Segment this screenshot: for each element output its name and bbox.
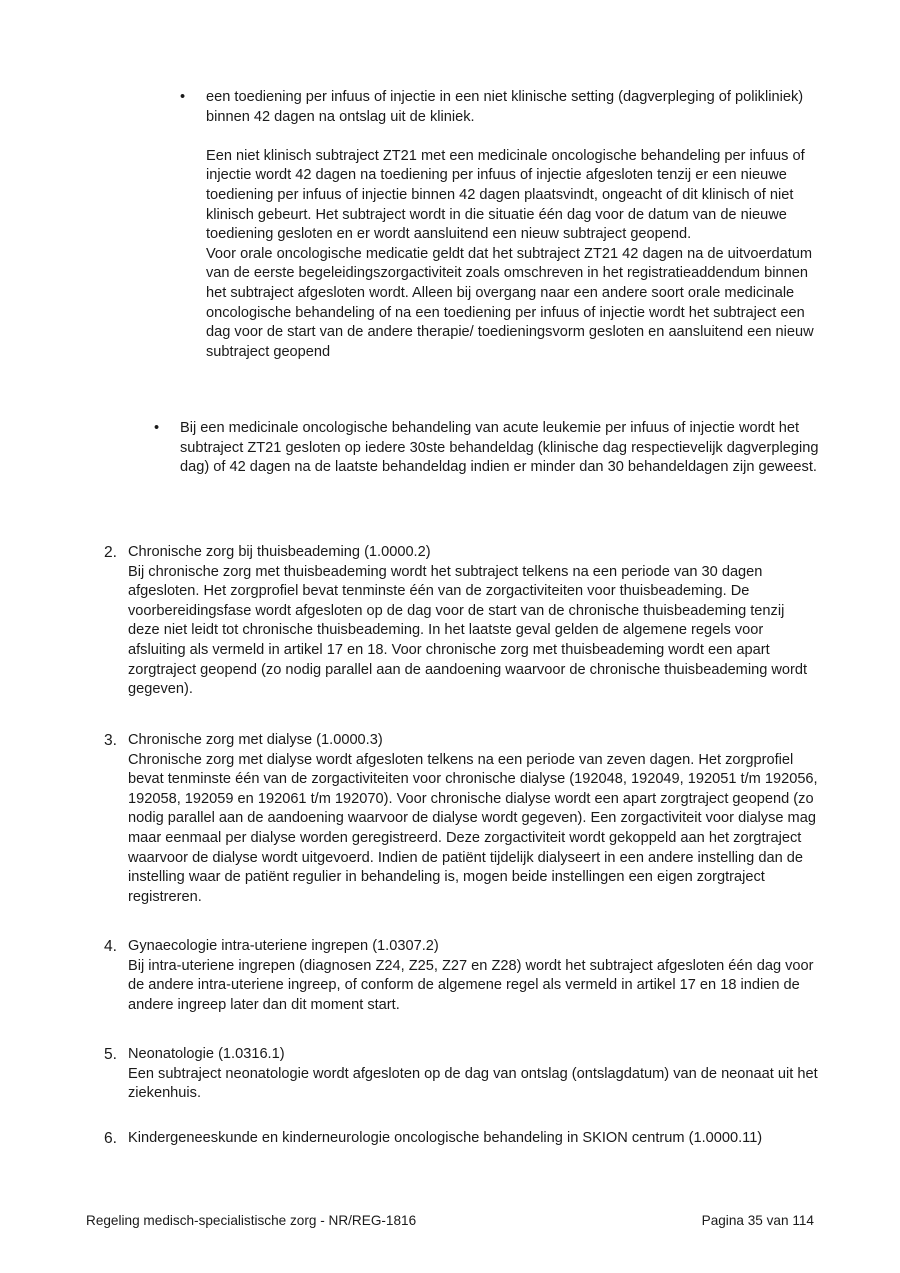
numbered-item-kindergeneeskunde [104, 1129, 820, 1149]
numbered-item-thuisbeademing [104, 543, 820, 700]
item-title: Chronische zorg bij thuisbeademing (1.0000.2) [128, 544, 431, 560]
bullet-marker: • [180, 89, 186, 105]
numbered-item-neonatologie [104, 1045, 820, 1104]
bullet-text: Bij een medicinale oncologische behandeling van acute leukemie per infuus of injectie wordt het subtraject ZT21 gesloten op iedere 30ste behandeldag (klinische dag respectievelijk dagverpleging dag) of 42 dagen na de laatste behandeldag indien er minder dan 30 behandeldagen zijn geweest. [180, 420, 819, 476]
sub-bullet-infuus [180, 88, 820, 362]
item-body: Chronische zorg met dialyse wordt afgesloten telkens na een periode van zeven dagen. Het zorgprofiel bevat tenminste één van de zorgactiviteiten voor chronische dialyse (192048, 192049, 192051 t/m 192056, 192058, 192059 en 192061 t/m 192070). Voor chronische dialyse wordt een apart zorgtraject geopend (zo nodig parallel aan de aandoening waarvoor de dialyse wordt gegeven). Een zorgactiviteit voor dialyse mag maar eenmaal per dialyse worden geregistreerd. Deze zorgactiviteit wordt gekoppeld aan het zorgtraject waarvoor de dialyse wordt uitgevoerd. Indien de patiënt tijdelijk dialyseert in een andere instelling dan de instelling waar de patiënt regulier in behandeling is, mogen beide instellingen een eigen zorgtraject registreren. [128, 751, 818, 905]
item-title: Kindergeneeskunde en kinderneurologie oncologische behandeling in SKION centrum (1.0000.11) [128, 1130, 763, 1146]
item-body: Bij chronische zorg met thuisbeademing wordt het subtraject telkens na een periode van 30 dagen afgesloten. Het zorgprofiel bevat tenminste één van de zorgactiviteiten voor thuisbeademing. De voorbereidingsfase wordt afgesloten op de dag voor de start van de chronische thuisbeademing tenzij deze niet leidt tot chronische thuisbeademing. In het laatste geval gelden de algemene regels voor afsluiting als vermeld in artikel 17 en 18. Voor chronische zorg met thuisbeademing wordt een apart zorgtraject geopend (zo nodig parallel aan de aandoening waarvoor de chronische thuisbeademing wordt gegeven). [128, 563, 808, 698]
item-body: Een subtraject neonatologie wordt afgesloten op de dag van ontslag (ontslagdatum) van de neonaat uit het ziekenhuis. [128, 1065, 818, 1102]
bullet-marker: • [154, 420, 160, 436]
item-title: Gynaecologie intra-uteriene ingrepen (1.0307.2) [128, 938, 439, 954]
item-number: 2. [104, 544, 118, 561]
bullet-acute-leukemie [154, 419, 820, 478]
item-number: 4. [104, 938, 118, 955]
paragraph-niet-klinisch: Een niet klinisch subtraject ZT21 met een medicinale oncologische behandeling per infuus of injectie wordt 42 dagen na toediening per infuus of injectie afgesloten tenzij er een nieuwe toediening per infuus of injectie binnen 42 dagen plaatsvindt, ongeacht of dit klinisch of niet klinisch gebeurt. Het subtraject wordt in die situatie één dag voor de datum van de nieuwe toediening gesloten en er wordt aansluitend een nieuw subtraject geopend. [206, 147, 805, 243]
item-number: 6. [104, 1130, 118, 1147]
numbered-item-gynaecologie [104, 937, 820, 1015]
footer-page-number: Pagina 35 van 114 [701, 1213, 814, 1228]
item-body: Bij intra-uteriene ingrepen (diagnosen Z24, Z25, Z27 en Z28) wordt het subtraject afgesloten één dag voor de andere intra-uteriene ingreep, of conform de algemene regel als vermeld in artikel 17 en 18 indien de andere ingreep later dan dit moment start. [128, 957, 814, 1013]
numbered-item-dialyse [104, 731, 820, 907]
item-number: 5. [104, 1046, 118, 1063]
item-title: Chronische zorg met dialyse (1.0000.3) [128, 732, 383, 748]
item-title: Neonatologie (1.0316.1) [128, 1046, 285, 1062]
paragraph-orale-medicatie: Voor orale oncologische medicatie geldt dat het subtraject ZT21 42 dagen na de uitvoerdatum van de eerste begeleidingszorgactiviteit zoals omschreven in het registratieaddendum binnen het subtraject afgesloten wordt. Alleen bij overgang naar een andere soort orale medicinale oncologische behandeling of na een toediening per infuus of injectie wordt het subtraject een dag voor de start van de andere therapie/ toedieningsvorm gesloten en aansluitend een nieuw subtraject geopend [206, 245, 814, 360]
bullet-text: een toediening per infuus of injectie in een niet klinische setting (dagverpleging of polikliniek) binnen 42 dagen na ontslag uit de kliniek. [206, 89, 804, 125]
item-number: 3. [104, 732, 118, 749]
footer-document-title: Regeling medisch-specialistische zorg - NR/REG-1816 [86, 1213, 417, 1228]
